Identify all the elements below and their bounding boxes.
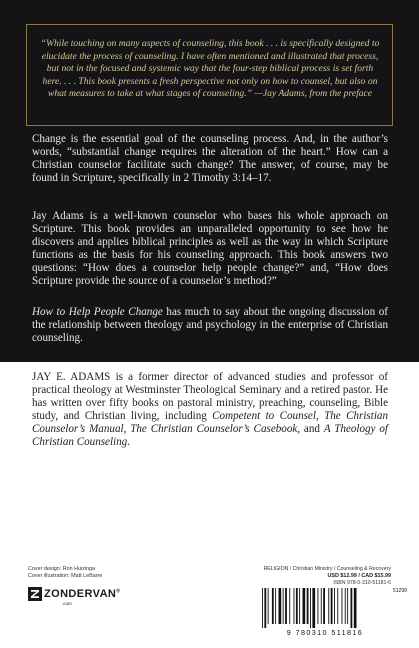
barcode-bar xyxy=(294,588,295,624)
barcode-bar xyxy=(354,588,357,628)
barcode-bar xyxy=(337,588,338,624)
endorsement-quote xyxy=(40,38,380,101)
bio-separator: , xyxy=(123,422,131,435)
barcode-bar xyxy=(323,588,325,624)
bio-book-1: Competent to Counsel xyxy=(212,409,316,422)
isbn-label: ISBN 978-0-310-51181-6 xyxy=(333,580,391,586)
quote-attribution: —Jay Adams, from the preface xyxy=(254,88,373,100)
barcode-bar xyxy=(342,588,343,624)
barcode-bar xyxy=(285,588,287,624)
barcode-bar xyxy=(272,588,274,624)
barcode-bar xyxy=(347,588,348,624)
barcode-bar xyxy=(275,588,276,624)
barcode-bar xyxy=(307,588,309,624)
barcode-bar xyxy=(289,588,290,624)
bio-intro: JAY E. ADAMS is a former director of advanced studies and professor of practical theology at Westminster Theological Seminary and a retired pastor. He has written over fifty books on pastoral ministry, preaching, counseling, Bible study, and Christian living, including xyxy=(32,371,388,422)
retail-price: USD $12.99 / CAD $15.99 xyxy=(327,573,391,579)
bio-book-2: The Christian Counselor’s Manual xyxy=(32,409,389,435)
barcode xyxy=(260,588,390,638)
registered-mark: ® xyxy=(116,588,121,595)
barcode-bar xyxy=(334,588,335,624)
bio-end: . xyxy=(127,435,131,448)
barcode-addon-number: 51299 xyxy=(393,588,407,594)
barcode-bar xyxy=(328,588,329,624)
barcode-bar xyxy=(318,588,319,624)
bio-book-3: The Christian Counselor’s Casebook xyxy=(130,422,298,435)
cover-design-credit: Cover design: Ron Huizinga xyxy=(28,566,96,572)
barcode-bar xyxy=(312,588,315,628)
publisher-logo xyxy=(28,587,120,601)
book-title: How to Help People Change xyxy=(32,306,163,318)
bio-separator: , and xyxy=(297,422,324,435)
barcode-bar xyxy=(351,588,353,628)
barcode-number: 9 780310 511816 xyxy=(286,628,364,637)
description-paragraph-3-text: has much to say about the ongoing discussion of the relationship between theology and psychology in the enterprise of Christian counseling. xyxy=(32,306,388,344)
barcode-bar xyxy=(279,588,282,624)
cover-credits xyxy=(28,566,102,580)
description-paragraph-2: Jay Adams is a well-known counselor who bases his whole approach on Scripture. This book provides an unparalleled opportunity to see how he discovers and applies biblical principles as well as the way in which Scripture functions as the basis for his counseling approach. This book answers two questions: “How does a counselor help people change?” and, “How does Scripture provide the source of a counselor’s method?” xyxy=(32,210,388,287)
publisher-name xyxy=(44,588,120,600)
publisher-suffix: .com xyxy=(62,601,72,606)
barcode-bar xyxy=(303,588,306,624)
barcode-bar xyxy=(345,588,346,624)
description-paragraph-3 xyxy=(32,306,388,345)
barcode-bar xyxy=(310,588,311,628)
barcode-bar xyxy=(283,588,284,624)
barcode-bar xyxy=(331,588,333,624)
barcode-bar xyxy=(296,588,298,624)
retail-category: RELIGION / Christian Ministry / Counseling & Recovery xyxy=(263,566,391,572)
bio-separator: , xyxy=(315,409,325,422)
quote-text: “While touching on many aspects of counseling, this book . . . is specifically designed to elucidate the process of counseling. I have often mentioned and illustrated that process, but not in the focused and systemic way that the four-step biblical process is set forth here. . . . This book presents a fresh perspective not only on how to counsel, but also on what measures to take at what stages of counseling.” xyxy=(40,38,380,100)
zondervan-logo-icon xyxy=(28,587,42,601)
cover-illustration-credit: Cover illustration: Matt LeBarre xyxy=(28,573,103,580)
barcode-bar xyxy=(264,588,266,628)
barcode-bar xyxy=(321,588,322,624)
barcode-bar xyxy=(299,588,300,624)
barcode-bars xyxy=(260,588,390,628)
barcode-bar xyxy=(262,588,263,628)
barcode-bar xyxy=(268,588,269,624)
author-bio xyxy=(32,371,388,448)
description-paragraph-1: Change is the essential goal of the counseling process. And, in the author’s words, “substantial change requires the alteration of the heart.” How can a Christian counselor facilitate such change? The answer, of course, may be found in Scripture, specifically in 2 Timothy 3:14–17. xyxy=(32,133,388,184)
publisher-name-text: ZONDERVAN xyxy=(44,588,117,600)
bio-book-4: A Theology of Christian Counseling xyxy=(32,422,389,448)
